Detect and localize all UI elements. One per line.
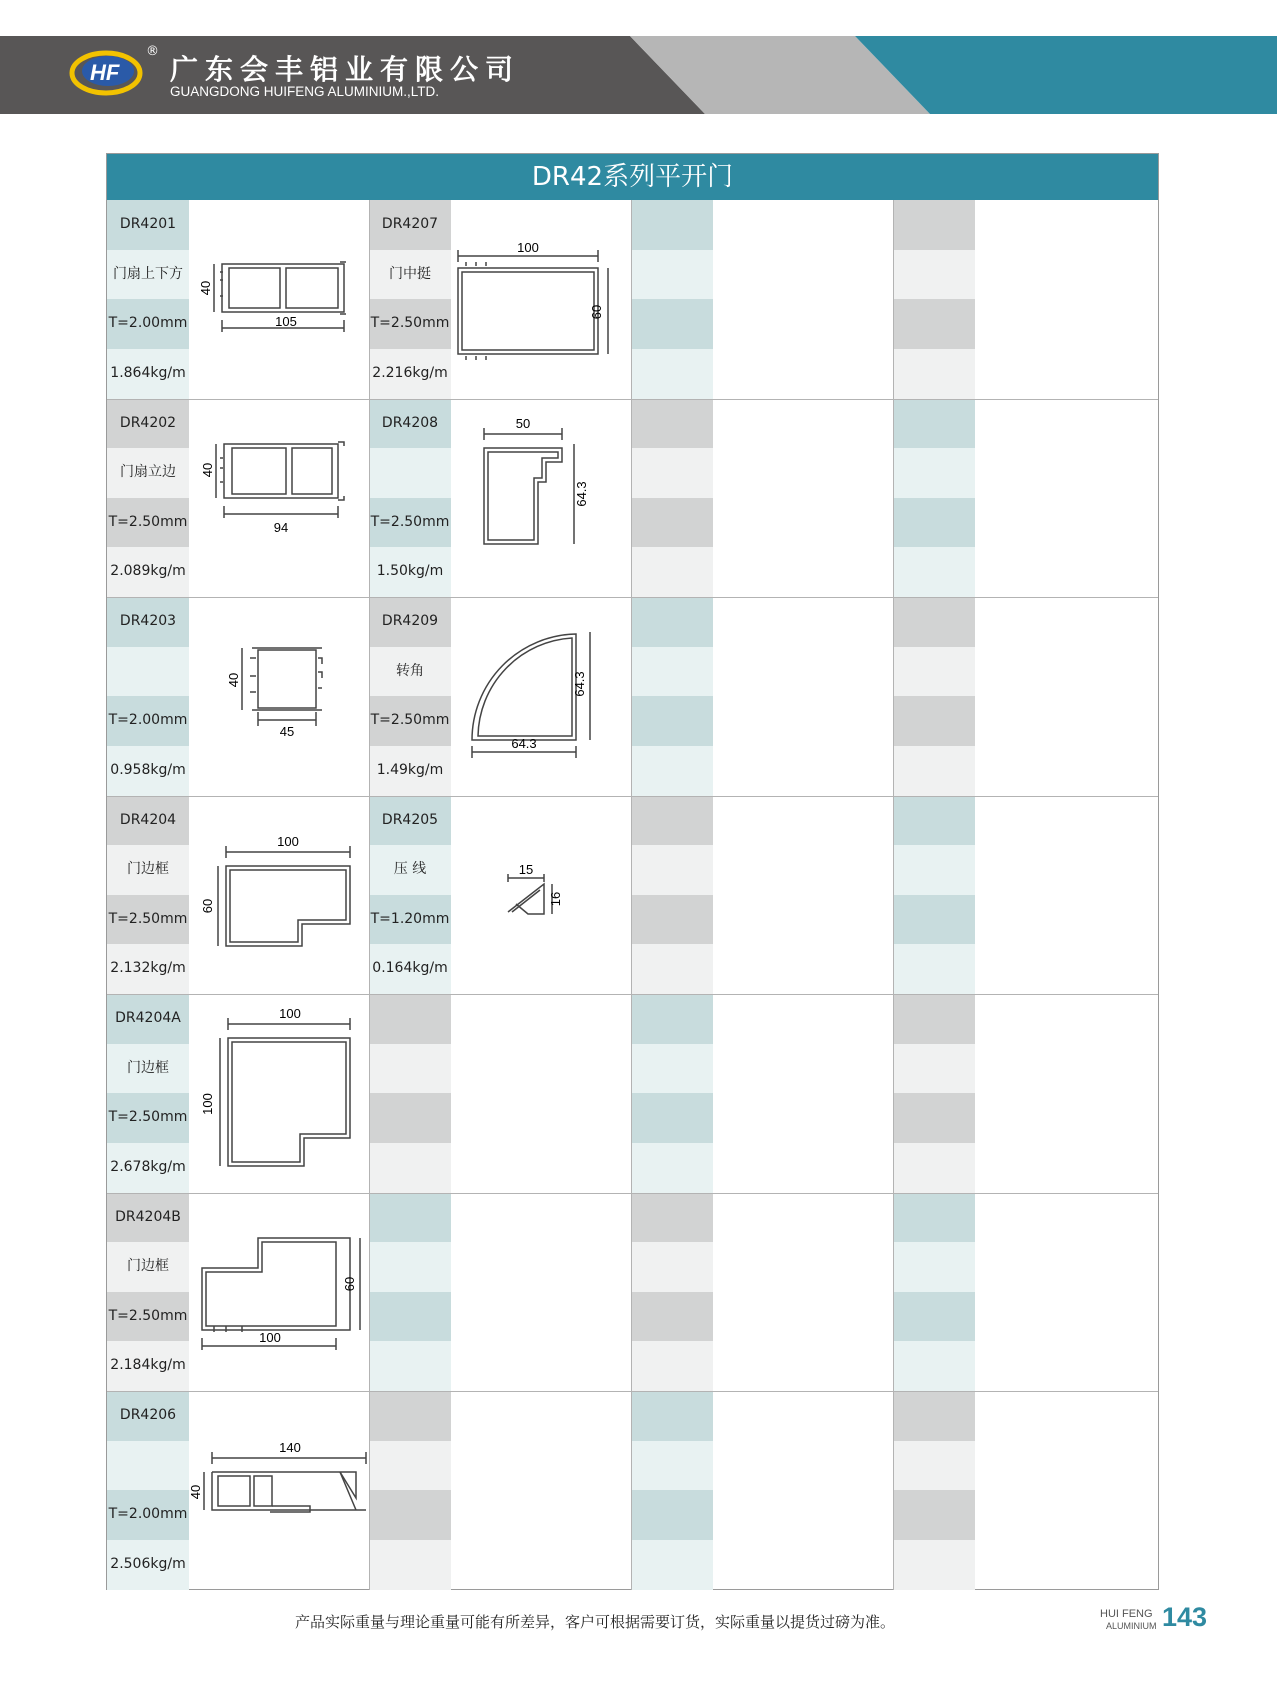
label-cell-bg bbox=[369, 994, 451, 1044]
label-cell-bg bbox=[369, 1441, 451, 1491]
label-cell-bg bbox=[893, 845, 975, 895]
label-cell-bg bbox=[369, 1193, 451, 1243]
label-cell-bg bbox=[631, 1044, 713, 1094]
spec-code: DR4202 bbox=[119, 414, 177, 431]
label-cell-bg bbox=[631, 1242, 713, 1292]
spec-code: DR4201 bbox=[119, 216, 177, 232]
label-cell-bg bbox=[631, 597, 713, 647]
label-cell-bg bbox=[893, 498, 975, 548]
dim-width: 140 bbox=[279, 1440, 301, 1455]
spec-weight: 2.184kg/m bbox=[110, 1357, 186, 1374]
label-cell-bg bbox=[631, 200, 713, 250]
spec-thickness: T=2.50mm bbox=[370, 712, 450, 729]
label-cell-bg bbox=[369, 1044, 451, 1094]
label-cell-bg bbox=[631, 498, 713, 548]
dim-height: 60 bbox=[200, 898, 215, 914]
profile-drawing-DR4207 bbox=[446, 200, 616, 397]
label-cell-bg bbox=[369, 1391, 451, 1441]
spec-code: DR4207 bbox=[381, 216, 439, 232]
label-cell-bg bbox=[893, 746, 975, 796]
dim-height: 60 bbox=[342, 1276, 357, 1292]
spec-weight: 1.49kg/m bbox=[376, 761, 444, 778]
profile-drawing-DR4202 bbox=[190, 398, 370, 595]
label-cell-bg bbox=[893, 1441, 975, 1491]
label-cell-bg bbox=[893, 647, 975, 697]
dim-width: 50 bbox=[515, 416, 531, 431]
logo-text: HF bbox=[90, 60, 120, 85]
dim-width: 15 bbox=[518, 862, 534, 877]
label-cell-bg bbox=[631, 1341, 713, 1391]
profile-drawing-DR4203 bbox=[190, 596, 370, 793]
footer-note: 产品实际重量与理论重量可能有所差异，客户可根据需要订货，实际重量以提货过磅为准。 bbox=[295, 1613, 896, 1631]
column-divider bbox=[631, 200, 632, 1590]
label-cell-bg bbox=[369, 1143, 451, 1193]
label-cell-bg bbox=[893, 1341, 975, 1391]
label-cell-bg bbox=[893, 895, 975, 945]
spec-thickness: T=2.00mm bbox=[108, 1506, 188, 1523]
dim-width: 100 bbox=[277, 834, 299, 849]
profile-drawing-DR4201 bbox=[190, 200, 370, 397]
dim-height: 40 bbox=[188, 1484, 203, 1500]
dim-width: 45 bbox=[279, 724, 295, 739]
label-cell-bg bbox=[631, 1540, 713, 1590]
spec-weight: 2.132kg/m bbox=[110, 960, 186, 977]
catalog-grid bbox=[107, 200, 1158, 1590]
dim-height: 64.3 bbox=[574, 481, 589, 507]
label-cell-bg bbox=[631, 1292, 713, 1342]
spec-name: 门扇上下方 bbox=[113, 265, 183, 282]
dim-height: 60 bbox=[589, 304, 604, 320]
label-cell-bg bbox=[893, 250, 975, 300]
spec-code: DR4204A bbox=[115, 1010, 181, 1026]
spec-code: DR4206 bbox=[119, 1407, 177, 1423]
spec-thickness: T=2.00mm bbox=[108, 315, 188, 332]
spec-code: DR4205 bbox=[381, 811, 439, 828]
label-cell-bg bbox=[631, 796, 713, 846]
label-cell-bg bbox=[631, 1490, 713, 1540]
spec-code: DR4203 bbox=[119, 613, 177, 629]
dim-width: 100 bbox=[259, 1330, 281, 1345]
spec-thickness: T=2.50mm bbox=[370, 315, 450, 332]
spec-code: DR4209 bbox=[381, 613, 439, 629]
company-name-cn: 广东会丰铝业有限公司 bbox=[170, 53, 521, 86]
spec-name: 门边框 bbox=[127, 1059, 169, 1076]
label-cell-bg bbox=[893, 1540, 975, 1590]
company-name-en: GUANGDONG HUIFENG ALUMINIUM.,LTD. bbox=[170, 84, 440, 99]
spec-code: DR4204B bbox=[115, 1208, 181, 1225]
profile-drawing-DR4208 bbox=[446, 398, 616, 595]
profile-drawing-DR4204 bbox=[190, 794, 370, 991]
label-cell-bg bbox=[631, 1143, 713, 1193]
label-cell-bg bbox=[893, 994, 975, 1044]
spec-code: DR4204 bbox=[119, 811, 177, 828]
spec-name: 压 线 bbox=[393, 861, 427, 878]
profile-drawing-DR4209 bbox=[446, 596, 616, 793]
label-cell-bg bbox=[369, 1242, 451, 1292]
label-cell-bg bbox=[893, 944, 975, 994]
label-cell-bg bbox=[893, 299, 975, 349]
spec-thickness: T=2.50mm bbox=[370, 513, 450, 530]
spec-thickness: T=2.50mm bbox=[108, 1307, 188, 1324]
spec-weight: 2.089kg/m bbox=[110, 563, 186, 580]
label-cell-bg bbox=[631, 547, 713, 597]
label-cell-bg bbox=[893, 1391, 975, 1441]
label-cell-bg bbox=[631, 994, 713, 1044]
label-cell-bg bbox=[893, 1193, 975, 1243]
profile-drawing-DR4204B bbox=[190, 1190, 370, 1387]
spec-weight: 1.50kg/m bbox=[376, 563, 444, 580]
label-cell-bg bbox=[631, 250, 713, 300]
dim-width: 100 bbox=[279, 1006, 301, 1021]
spec-weight: 2.678kg/m bbox=[110, 1158, 186, 1175]
label-cell-bg bbox=[893, 1490, 975, 1540]
label-cell-bg bbox=[893, 1044, 975, 1094]
spec-weight: 0.164kg/m bbox=[372, 960, 448, 977]
page-number: 143 bbox=[1162, 1602, 1208, 1632]
label-cell-bg bbox=[631, 448, 713, 498]
label-cell-bg bbox=[631, 299, 713, 349]
label-cell-bg bbox=[893, 349, 975, 399]
label-cell-bg bbox=[631, 1391, 713, 1441]
label-cell-bg bbox=[893, 399, 975, 449]
label-cell-bg bbox=[893, 1292, 975, 1342]
dim-height: 40 bbox=[200, 462, 215, 478]
label-cell-bg bbox=[893, 547, 975, 597]
spec-code: DR4208 bbox=[381, 414, 439, 431]
label-cell-bg bbox=[631, 1093, 713, 1143]
spec-name: 门扇立边 bbox=[120, 464, 176, 481]
column-divider bbox=[893, 200, 894, 1590]
label-cell-bg bbox=[631, 399, 713, 449]
label-cell-bg bbox=[631, 349, 713, 399]
spec-thickness: T=1.20mm bbox=[370, 910, 450, 927]
spec-thickness: T=2.00mm bbox=[108, 712, 188, 729]
dim-height: 16 bbox=[548, 891, 563, 907]
footer-brand-sub: ALUMINIUM bbox=[1106, 1621, 1157, 1631]
label-cell-bg bbox=[631, 845, 713, 895]
label-cell-bg bbox=[631, 746, 713, 796]
spec-name: 门边框 bbox=[127, 1258, 169, 1275]
spec-name bbox=[107, 1441, 189, 1491]
footer-brand: HUI FENG bbox=[1100, 1608, 1153, 1620]
spec-weight: 2.506kg/m bbox=[110, 1555, 186, 1572]
label-cell-bg bbox=[631, 1193, 713, 1243]
dim-width: 94 bbox=[273, 520, 289, 535]
label-cell-bg bbox=[893, 796, 975, 846]
spec-thickness: T=2.50mm bbox=[108, 513, 188, 530]
dim-width: 64.3 bbox=[511, 736, 537, 751]
label-cell-bg bbox=[893, 597, 975, 647]
dim-height: 40 bbox=[198, 280, 213, 296]
spec-name: 转角 bbox=[396, 662, 424, 679]
spec-weight: 0.958kg/m bbox=[110, 761, 186, 778]
label-cell-bg bbox=[369, 1093, 451, 1143]
label-cell-bg bbox=[631, 895, 713, 945]
catalog-title: DR42系列平开门 bbox=[107, 154, 1158, 200]
label-cell-bg bbox=[369, 1540, 451, 1590]
dim-height: 100 bbox=[200, 1093, 215, 1115]
spec-name bbox=[107, 647, 189, 697]
label-cell-bg bbox=[631, 944, 713, 994]
dim-height: 64.3 bbox=[572, 671, 587, 697]
company-logo bbox=[66, 40, 146, 102]
spec-name bbox=[369, 448, 451, 498]
spec-thickness: T=2.50mm bbox=[108, 910, 188, 927]
label-cell-bg bbox=[631, 1441, 713, 1491]
dim-width: 105 bbox=[275, 314, 297, 329]
label-cell-bg bbox=[893, 1143, 975, 1193]
label-cell-bg bbox=[631, 696, 713, 746]
profile-drawing-DR4205 bbox=[446, 794, 616, 991]
label-cell-bg bbox=[893, 448, 975, 498]
dim-width: 100 bbox=[517, 240, 539, 255]
profile-drawing-DR4204A bbox=[190, 992, 370, 1189]
label-cell-bg bbox=[893, 696, 975, 746]
label-cell-bg bbox=[369, 1341, 451, 1391]
spec-weight: 1.864kg/m bbox=[110, 364, 186, 381]
spec-thickness: T=2.50mm bbox=[108, 1109, 188, 1126]
dim-height: 40 bbox=[226, 672, 241, 688]
label-cell-bg bbox=[893, 200, 975, 250]
label-cell-bg bbox=[369, 1292, 451, 1342]
spec-name: 门边框 bbox=[127, 861, 169, 878]
label-cell-bg bbox=[631, 647, 713, 697]
spec-name: 门中挺 bbox=[389, 265, 431, 282]
profile-drawing-DR4206 bbox=[190, 1388, 370, 1585]
registered-mark: ® bbox=[146, 44, 159, 59]
product-catalog-table bbox=[106, 153, 1159, 1590]
label-cell-bg bbox=[369, 1490, 451, 1540]
label-cell-bg bbox=[893, 1093, 975, 1143]
spec-weight: 2.216kg/m bbox=[372, 364, 448, 381]
label-cell-bg bbox=[893, 1242, 975, 1292]
